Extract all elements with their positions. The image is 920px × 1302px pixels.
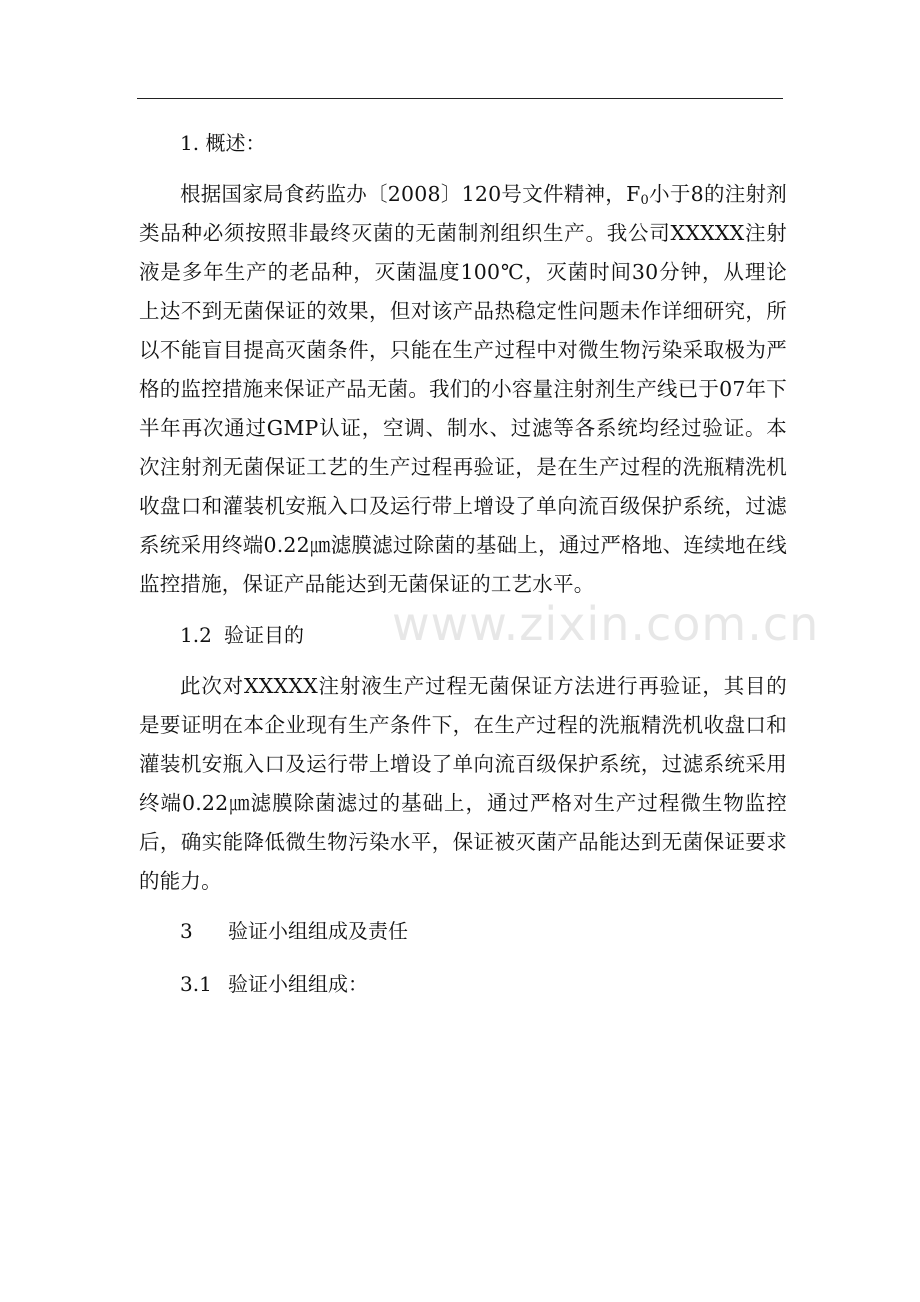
paragraph-overview	[139, 175, 787, 604]
section-title: 验证小组组成：	[228, 972, 368, 996]
paragraph-purpose	[139, 667, 787, 901]
document-body	[139, 124, 787, 1004]
section-number: 3	[180, 919, 193, 943]
subscript-zero: 0	[640, 193, 649, 208]
section-number: 1.	[180, 131, 200, 155]
paragraph-text: 此次对XXXXX注射液生产过程无菌保证方法进行再验证，其目的是要证明在本企业现有生产条件下，在生产过程的洗瓶精洗机收盘口和灌装机安瓶入口及运行带上增设了单向流百级保护系统，过滤系统采用终端0.22㎛滤膜除菌滤过的基础上，通过严格对生产过程微生物监控后，确实能降低微生物污染水平，保证被灭菌产品能达到无菌保证要求的能力。	[139, 674, 787, 893]
section-heading-team	[139, 912, 787, 951]
paragraph-text-part: 小于8的注射剂类品种必须按照非最终灭菌的无菌制剂组织生产。我公司XXXXX注射液是多年生产的老品种，灭菌温度100℃，灭菌时间30分钟，从理论上达不到无菌保证的效果，但对该产品热稳定性问题未作详细研究，所以不能盲目提高灭菌条件，只能在生产过程中对微生物污染采取极为严格的监控措施来保证产品无菌。我们的小容量注射剂生产线已于07年下半年再次通过GMP认证，空调、制水、过滤等各系统均经过验证。本次注射剂无菌保证工艺的生产过程再验证，是在生产过程的洗瓶精洗机收盘口和灌装机安瓶入口及运行带上增设了单向流百级保护系统，过滤系统采用终端0.22㎛滤膜滤过除菌的基础上，通过严格地、连续地在线监控措施，保证产品能达到无菌保证的工艺水平。	[139, 182, 787, 596]
section-title: 概述：	[199, 131, 266, 155]
section-number: 3.1	[180, 972, 212, 996]
watermark: www.zixin.com.cn	[392, 597, 820, 651]
paragraph-text-part: 根据国家局食药监办〔2008〕120号文件精神，F	[180, 182, 641, 206]
section-title: 验证小组组成及责任	[228, 919, 408, 943]
section-heading-team-composition	[139, 965, 787, 1004]
header-rule	[137, 98, 783, 99]
section-title: 验证目的	[224, 623, 304, 647]
section-heading-overview	[139, 124, 787, 163]
section-number: 1.2	[180, 623, 212, 647]
